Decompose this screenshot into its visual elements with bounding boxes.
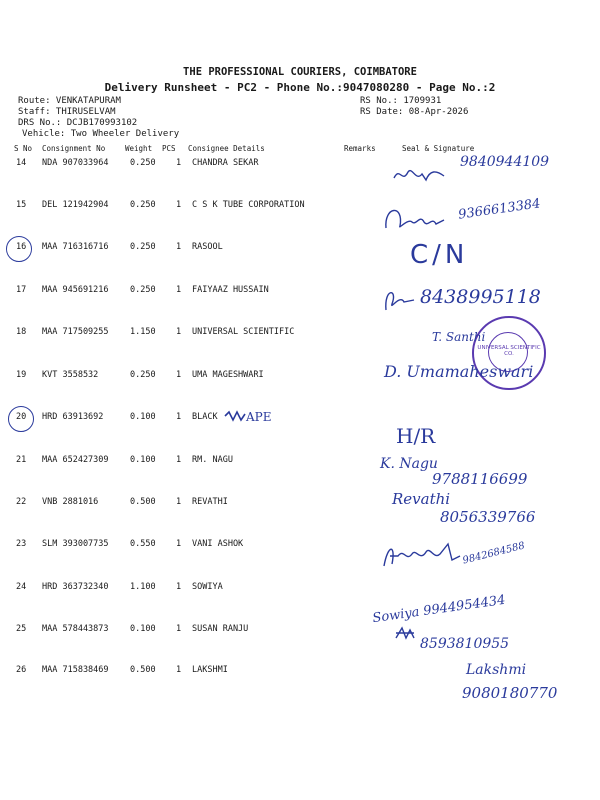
row-consignment: MAA 716316716 <box>42 242 109 252</box>
row-16-circle-mark <box>6 236 32 262</box>
row-consignment: VNB 2881016 <box>42 497 99 507</box>
signature-15 <box>382 200 448 234</box>
row-consignment: SLM 393007735 <box>42 539 109 549</box>
row-consignment: DEL 121942904 <box>42 200 109 210</box>
runsheet-subtitle: Delivery Runsheet - PC2 - Phone No.:9047080280 - Page No.:2 <box>104 81 496 94</box>
col-header-remarks: Remarks <box>344 144 376 153</box>
row-pcs: 1 <box>176 242 182 252</box>
remark-16: C/N <box>410 240 469 270</box>
row-sno: 22 <box>16 497 27 507</box>
row-consignment: HRD 63913692 <box>42 412 104 422</box>
rs-number: RS No.: 1709931 <box>360 96 442 106</box>
route-label: Route: VENKATAPURAM <box>18 96 121 106</box>
drs-number: DRS No.: DCJB170993102 <box>18 118 138 128</box>
stamp-label: UNIVERSAL SCIENTIFIC CO. <box>477 345 541 357</box>
row-pcs: 1 <box>176 497 182 507</box>
row-consignee: RASOOL <box>192 242 223 252</box>
row-weight: 0.550 <box>130 539 156 549</box>
col-header-consignee: Consignee Details <box>188 144 265 153</box>
phone-15: 9366613384 <box>457 196 542 223</box>
row-consignee: SUSAN RANJU <box>192 624 249 634</box>
row-sno: 17 <box>16 285 27 295</box>
row-consignee: BLACK <box>192 412 218 422</box>
row-consignee: FAIYAAZ HUSSAIN <box>192 285 269 295</box>
signature-21: K. Nagu <box>380 456 438 472</box>
table-row <box>0 582 600 596</box>
row-sno: 18 <box>16 327 27 337</box>
row-weight: 0.250 <box>130 285 156 295</box>
phone-26: 9080180770 <box>462 684 558 702</box>
scribble-mark <box>394 626 416 640</box>
table-row <box>0 242 600 256</box>
table-row <box>0 624 600 638</box>
row-pcs: 1 <box>176 582 182 592</box>
row-pcs: 1 <box>176 200 182 210</box>
row-20-circle-mark <box>8 406 34 432</box>
col-header-sno: S No <box>14 144 33 153</box>
phone-14: 9840944109 <box>460 154 550 170</box>
row-consignee: RM. NAGU <box>192 455 233 465</box>
row-weight: 0.250 <box>130 242 156 252</box>
row-consignment: NDA 907033964 <box>42 158 109 168</box>
phone-23: 9842684588 <box>461 540 527 567</box>
row-sno: 26 <box>16 665 27 675</box>
phone-21: 9788116699 <box>432 470 528 488</box>
row-consignment: MAA 578443873 <box>42 624 109 634</box>
row-sno: 25 <box>16 624 27 634</box>
signature-18: T. Santhi <box>432 330 486 344</box>
signature-23 <box>378 540 464 570</box>
row-sno: 19 <box>16 370 27 380</box>
phone-25: 8593810955 <box>420 636 510 652</box>
phone-22: 8056339766 <box>440 508 536 526</box>
row-weight: 0.250 <box>130 158 156 168</box>
row-pcs: 1 <box>176 370 182 380</box>
row-pcs: 1 <box>176 539 182 549</box>
signature-24: Sowiya 9944954434 <box>371 592 507 627</box>
row-weight: 0.500 <box>130 665 156 675</box>
signature-26: Lakshmi <box>466 662 527 678</box>
row-weight: 0.100 <box>130 412 156 422</box>
vehicle-label: Vehicle: Two Wheeler Delivery <box>22 129 180 139</box>
signature-17 <box>378 284 418 314</box>
row-sno: 16 <box>16 242 27 252</box>
row-sno: 24 <box>16 582 27 592</box>
row-sno: 20 <box>16 412 27 422</box>
row-consignment: MAA 715838469 <box>42 665 109 675</box>
row-pcs: 1 <box>176 665 182 675</box>
row-pcs: 1 <box>176 327 182 337</box>
signature-14 <box>392 164 448 186</box>
row-consignee: C S K TUBE CORPORATION <box>192 200 305 210</box>
rs-date: RS Date: 08-Apr-2026 <box>360 107 469 117</box>
row-weight: 0.250 <box>130 200 156 210</box>
col-header-weight: Weight <box>125 144 153 153</box>
company-title: THE PROFESSIONAL COURIERS, COIMBATORE <box>183 66 417 78</box>
row-sno: 15 <box>16 200 27 210</box>
row-consignee: VANI ASHOK <box>192 539 244 549</box>
remark-21: H/R <box>396 424 436 448</box>
table-row <box>0 455 600 469</box>
row-consignee: UMA MAGESHWARI <box>192 370 264 380</box>
row-consignee: REVATHI <box>192 497 228 507</box>
signature-19: D. Umamaheswari <box>384 362 534 381</box>
row-consignee: SOWIYA <box>192 582 223 592</box>
row-consignment: KVT 3558532 <box>42 370 99 380</box>
row-pcs: 1 <box>176 158 182 168</box>
row-sno: 21 <box>16 455 27 465</box>
row-pcs: 1 <box>176 624 182 634</box>
row-weight: 1.100 <box>130 582 156 592</box>
row-weight: 0.100 <box>130 624 156 634</box>
col-header-pcs: PCS <box>162 144 176 153</box>
scribble-mark <box>224 410 246 422</box>
col-header-seal: Seal & Signature <box>402 144 475 153</box>
row-consignee: CHANDRA SEKAR <box>192 158 259 168</box>
row-pcs: 1 <box>176 455 182 465</box>
handwritten-correction: APE <box>246 410 272 424</box>
row-weight: 0.100 <box>130 455 156 465</box>
row-consignee: UNIVERSAL SCIENTIFIC <box>192 327 295 337</box>
row-sno: 23 <box>16 539 27 549</box>
row-consignee: LAKSHMI <box>192 665 228 675</box>
col-header-consignment: Consignment No <box>42 144 106 153</box>
row-pcs: 1 <box>176 412 182 422</box>
row-weight: 0.250 <box>130 370 156 380</box>
row-sno: 14 <box>16 158 27 168</box>
row-consignment: HRD 363732340 <box>42 582 109 592</box>
row-weight: 0.500 <box>130 497 156 507</box>
row-consignment: MAA 652427309 <box>42 455 109 465</box>
row-weight: 1.150 <box>130 327 156 337</box>
staff-label: Staff: THIRUSELVAM <box>18 107 116 117</box>
phone-17: 8438995118 <box>420 286 541 308</box>
row-consignment: MAA 945691216 <box>42 285 109 295</box>
table-row <box>0 412 600 426</box>
row-consignment: MAA 717509255 <box>42 327 109 337</box>
row-pcs: 1 <box>176 285 182 295</box>
signature-22: Revathi <box>392 490 451 508</box>
